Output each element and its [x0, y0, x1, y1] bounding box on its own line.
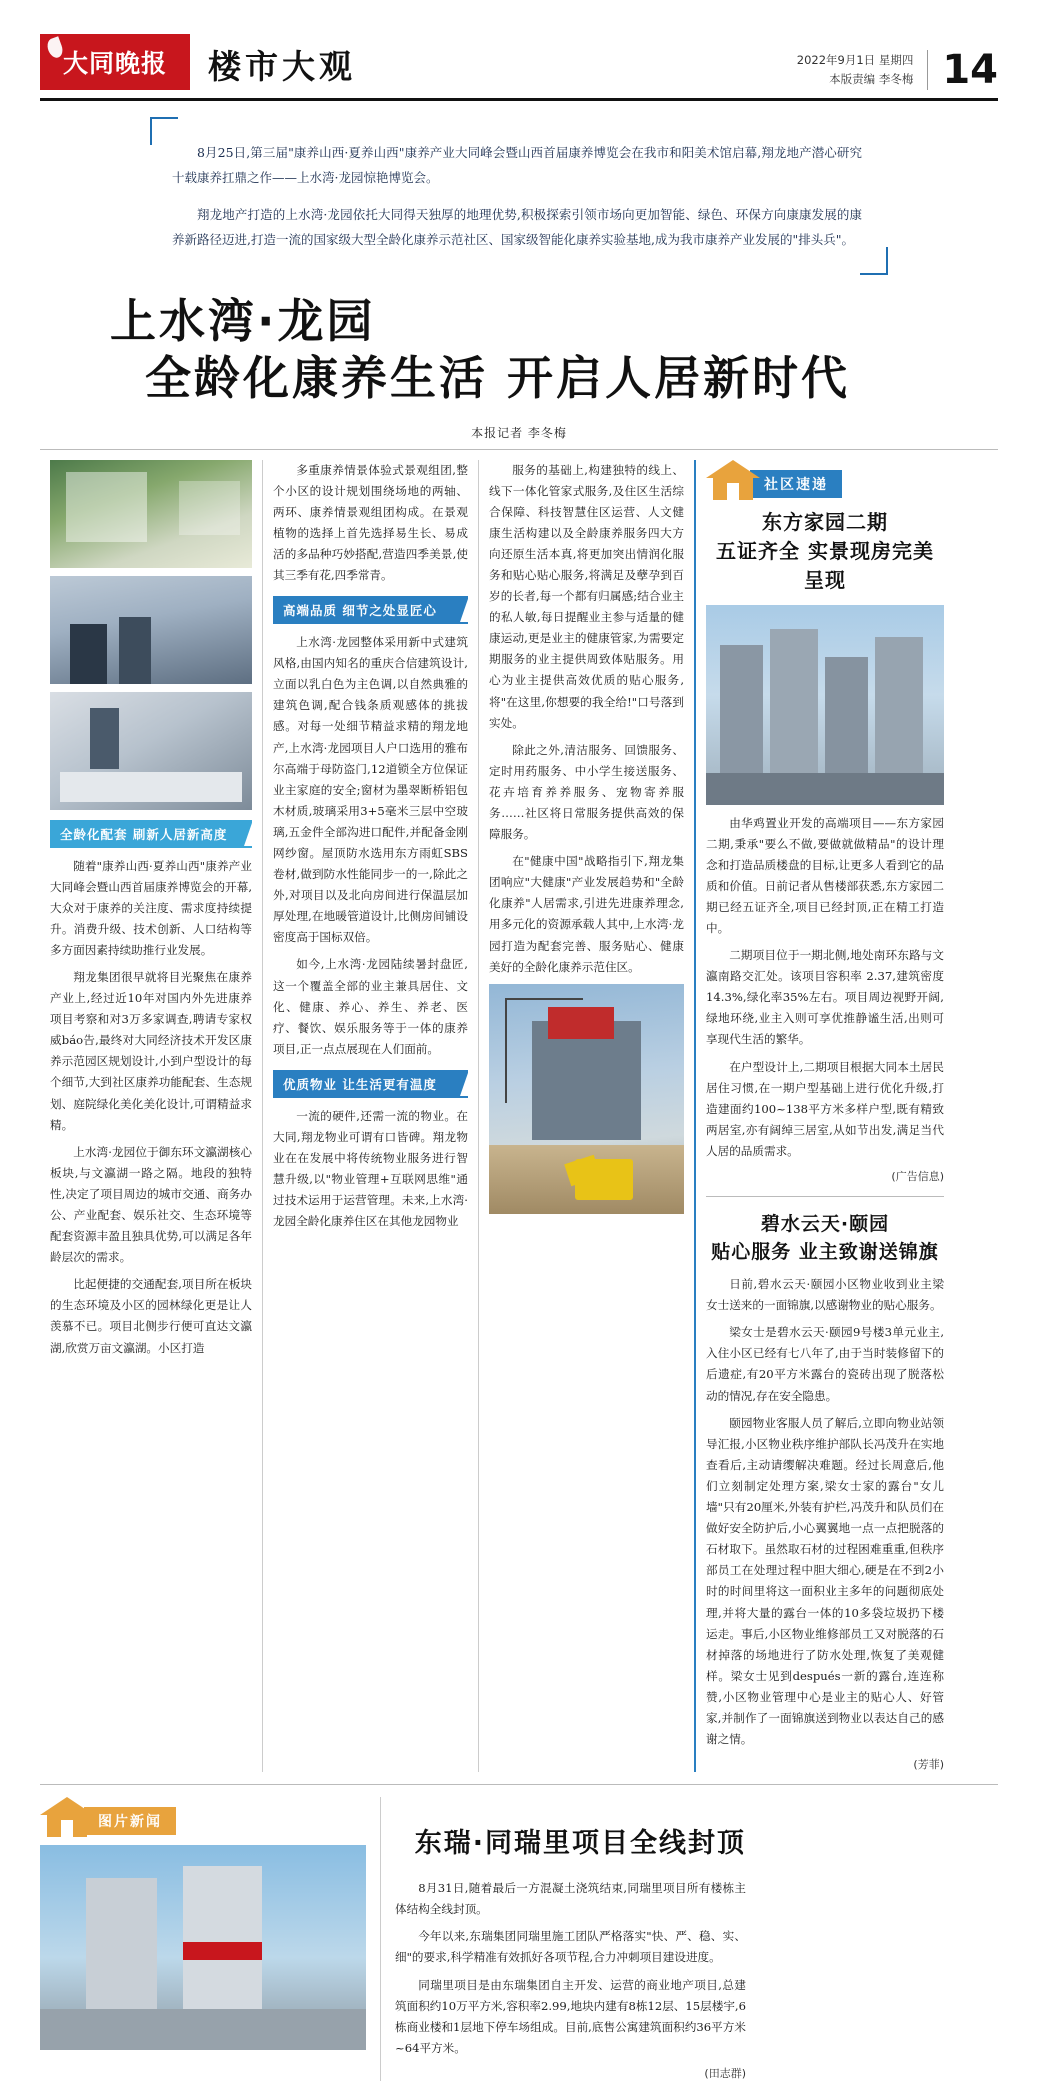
column-3 — [478, 460, 694, 1773]
page-editor: 本版责编 李冬梅 — [829, 72, 914, 87]
twin-towers-photo — [40, 1845, 366, 2050]
lead-paragraph-1: 8月25日,第三届"康养山西·夏养山西"康养产业大同峰会暨山西首届康养博览会在我市和阳美术馆启幕,翔龙地产潜心研究十载康养扛鼎之作——上水湾·龙园惊艳博览会。 — [172, 144, 862, 185]
section-title: 楼市大观 — [208, 47, 356, 86]
story1-para-2: 二期项目位于一期北侧,地处南环东路与文瀛南路交汇处。该项目容积率 2.37,建筑密度14.3%,绿化率35%左右。项目周边视野开阔,绿地环绕,业主入则可享优推静谧生活,出则可享现代生活的繁华。 — [706, 948, 944, 1047]
col3-para-3: 在"健康中国"战略指引下,翔龙集团响应"大健康"产业发展趋势和"全龄化康养"人居需求,引进先进康养理念,用多元化的资源承载人其中,上水湾·龙园打造为配套完善、服务贴心、健康美好的全龄化康养示范住区。 — [489, 854, 684, 974]
flame-icon — [45, 36, 65, 60]
headline-line-1: 上水湾·龙园 — [110, 293, 376, 348]
lead-box — [150, 117, 888, 275]
photo-news-para-2: 今年以来,东瑞集团同瑞里施工团队严格落实"快、严、稳、实、细"的要求,科学精准有效抓好各项节程,合力冲刺项目建设进度。 — [395, 1929, 746, 1965]
column-1 — [40, 460, 262, 1773]
story2-para-2: 梁女士是碧水云天·颐园9号楼3单元业主,入住小区已经有七八年了,由于当时装修留下的后遗症,有20平方米露台的瓷砖出现了脱落松动的情况,存在安全隐患。 — [706, 1325, 944, 1403]
byline: 本报记者 李冬梅 — [471, 425, 567, 440]
photo-news-flag-label: 图片新闻 — [84, 1807, 176, 1835]
photo-news-section — [40, 1784, 998, 2081]
col3-para-1: 服务的基础上,构建独特的线上、线下一体化管家式服务,及住区生活综合保障、科技智慧住区运营、人文健康生活构建以及全龄康养服务四大方向还原生活本真,将更加突出情润化服务和贴心贴心服务,将满足及孽孕到百岁的长者,每一个都有归属感;结合业主的私人敏,每日提醒业主参与适量的健康运动,更是业主的健康管家,为需要定期服务的业主提供周致体贴服务。用心为业主提供高效优质的贴心服务,将"在这里,你想要的我全给!"口号落到实处。 — [489, 462, 684, 730]
story2-title-line-2: 贴心服务 业主致谢送锦旗 — [711, 1240, 939, 1263]
highrise-residential-photo — [706, 605, 944, 805]
photo-news-credit: (田志群) — [704, 2066, 746, 2080]
exhibition-visitors-photo — [50, 576, 252, 684]
photo-news-para-3: 同瑞里项目是由东瑞集团自主开发、运营的商业地产项目,总建筑面积约10万平方米,容积率2.99,地块内建有8栋12层、15层楼宇,6栋商业楼和1层地下停车场组成。目前,底售公寓建筑面积约36平方米~64平方米。 — [395, 1977, 746, 2055]
col1-para-2: 翔龙集团很早就将目光聚焦在康养产业上,经过近10年对国内外先进康养项目考察和对3万多家调查,聘请专家权威báo告,最终对大同经济技术开发区康养示范园区规划设计,小到户型设计的每个细节,大到社区康养功能配套、生态规划、庭院绿化美化美化设计,可谓精益求精。 — [50, 969, 252, 1132]
reception-desk-photo — [50, 692, 252, 810]
section-flag-label: 社区速递 — [750, 470, 842, 498]
headline-line-2: 全龄化康养生活 开启人居新时代 — [145, 351, 851, 405]
column-4-sidebar — [694, 460, 954, 1773]
article-columns — [40, 449, 998, 1773]
masthead — [40, 34, 998, 101]
col1-para-1: 随着"康养山西·夏养山西"康养产业大同峰会暨山西首届康养博览会的开幕,大众对于康养的关注度、需求度持续提升。消费升级、技术创新、人口结构等多方面因素持续助推行业发展。 — [50, 858, 252, 957]
construction-site-photo — [489, 984, 684, 1214]
story1-para-1: 由华鸡置业开发的高端项目——东方家园二期,秉承"要么不做,要做就做精品"的设计理念和打造品质楼盘的目标,让更多人看到它的品质和价值。日前记者从售楼部获悉,东方家园二期已经五证齐全,项目已经封顶,正在精工打造中。 — [706, 815, 944, 935]
lead-paragraph-2: 翔龙地产打造的上水湾·龙园依托大同得天独厚的地理优势,积极探索引领市场向更加智能、绿色、环保方向康康发展的康养新路径迈进,打造一流的国家级大型全龄化康养示范社区、国家级智能化康养实验基地,成为我市康养产业发展的"排头兵"。 — [172, 207, 862, 247]
divider — [706, 1196, 944, 1197]
section-flag-photo-news — [40, 1797, 366, 1837]
subhead-banner-3: 优质物业 让生活更有温度 — [273, 1070, 468, 1098]
exhibition-booth-green-photo — [50, 460, 252, 568]
issue-date: 2022年9月1日 星期四 — [796, 52, 914, 67]
col1-para-3: 上水湾·龙园位于御东环文瀛湖核心板块,与文瀛湖一路之隔。地段的独特性,决定了项目周边的城市交通、商务办公、产业配套、娱乐社交、生态环境等配套资源丰盈且独具优势,可以满足各年龄层次的需求。 — [50, 1144, 252, 1265]
section-flag-community — [706, 460, 944, 500]
house-icon — [706, 460, 760, 500]
main-headline — [40, 293, 998, 408]
story2-para-3: 颐园物业客服人员了解后,立即向物业站领导汇报,小区物业秩序维护部队长冯茂升在实地查看后,主动请缨解决难题。经过长周意后,他们立刻制定处理方案,梁女士家的露台"女儿墙"只有20厘米,外装有护栏,冯茂升和队员们在做好安全防护后,小心翼翼地一点一点把脱落的石材取下。虽然取石材的过程困难重重,但秩序部员工在处理过程中胆大细心,硬是在不到2小时的时间里将这一面积业主多年的问题彻底处理,并将大量的露台一体的10多袋垃圾扔下楼运走。事后,小区物业维修部员工又对脱落的石材掉落的场地进行了防水处理,恢复了美观健样。梁女士见到después一新的露台,连连称赞,小区物业管理中心是业主的贴心人、好管家,并制作了一面锦旗送到物业以表达自己的感谢之情。 — [706, 1415, 944, 1747]
page-number: 14 — [927, 50, 998, 90]
story1-title-line-2: 五证齐全 实景现房完美呈现 — [716, 538, 934, 592]
subhead-banner-1: 全龄化配套 刷新人居新高度 — [50, 820, 252, 848]
story2-para-1: 日前,碧水云天·颐园小区物业收到业主梁女士送来的一面锦旗,以感谢物业的贴心服务。 — [706, 1277, 944, 1313]
photo-news-image-col — [40, 1797, 380, 2081]
logo-text: 大同晚报 — [62, 49, 167, 78]
story1-tag: (广告信息) — [891, 1170, 944, 1183]
col1-para-4: 比起便捷的交通配套,项目所在板块的生态环境及小区的园林绿化更是让人羡慕不已。项目北侧步行便可直达文瀛湖,欣赏万亩文瀛湖。小区打造 — [50, 1277, 252, 1355]
col3-para-2: 除此之外,清洁服务、回馈服务、定时用药服务、中小学生接送服务、花卉培育养养服务、宠物寄养服务……社区将日常服务提供高效的保障服务。 — [489, 742, 684, 842]
col2-para-4: 一流的硬件,还需一流的物业。在大同,翔龙物业可谓有口皆碑。翔龙物业在在发展中将传统物业服务进行智慧升级,以"物业管理+互联网思维"通过技术运用于运营管理。未来,上水湾·龙园全龄化康养住区在其他龙园物业 — [273, 1108, 468, 1229]
column-2 — [262, 460, 478, 1773]
photo-news-text-col — [380, 1797, 760, 2081]
col2-para-3: 如今,上水湾·龙园陆续暑封盘匠,这一个覆盖全部的业主兼具居住、文化、健康、养心、养生、养老、医疗、餐饮、娱乐服务等于一体的康养项目,正一点点展现在人们面前。 — [273, 957, 468, 1056]
photo-news-title: 东瑞·同瑞里项目全线封顶 — [414, 1828, 746, 1860]
story1-title-line-1: 东方家园二期 — [762, 509, 888, 534]
col2-para-1: 多重康养情景体验式景观组团,整个小区的设计规划围绕场地的两轴、两环、康养情景观组团构成。在景观植物的选择上首先选择易生长、易成活的多品种巧妙搭配,营造四季美景,使其三季有花,四季常青。 — [273, 462, 468, 582]
col2-para-2: 上水湾·龙园整体采用新中式建筑风格,由国内知名的重庆合信建筑设计,立面以乳白色为主色调,以自然典雅的建筑色调,配合钱条质观感体的挑拔感。对每一处细节精益求精的翔龙地产,上水湾·龙园项目人户口选用的雅布尔高端于母防盗门,12道锁全方位保证业主家庭的安全;窗材为墨翠断桥铝包木材质,玻璃采用3+5毫米三层中空玻璃,五金件全部沟进口配件,并配备金刚网纱窗。屋顶防水选用东方雨虹SBS卷材,做到防水性能同步一的一,除此之外,对项目以及北向房间进行保温层加厚处理,在地暖管道设计,比侧房间铺设密度高于国标双倍。 — [273, 635, 468, 945]
photo-news-para-1: 8月31日,随着最后一方混凝土浇筑结束,同瑞里项目所有楼栋主体结构全线封顶。 — [395, 1881, 746, 1917]
story2-tag: (芳菲) — [913, 1758, 944, 1772]
subhead-banner-2: 高端品质 细节之处显匠心 — [273, 596, 468, 624]
masthead-meta — [796, 47, 998, 93]
newspaper-logo — [40, 34, 190, 90]
house-icon — [40, 1797, 94, 1837]
story1-para-3: 在户型设计上,二期项目根据大同本土居民居住习惯,在一期户型基础上进行优化升级,打造建面约100~138平方米多样户型,既有精致两居室,亦有阔绰三居室,从如节出发,满足当代人居的品质需求。 — [706, 1059, 944, 1158]
story2-title-line-1: 碧水云天·颐园 — [760, 1213, 890, 1235]
